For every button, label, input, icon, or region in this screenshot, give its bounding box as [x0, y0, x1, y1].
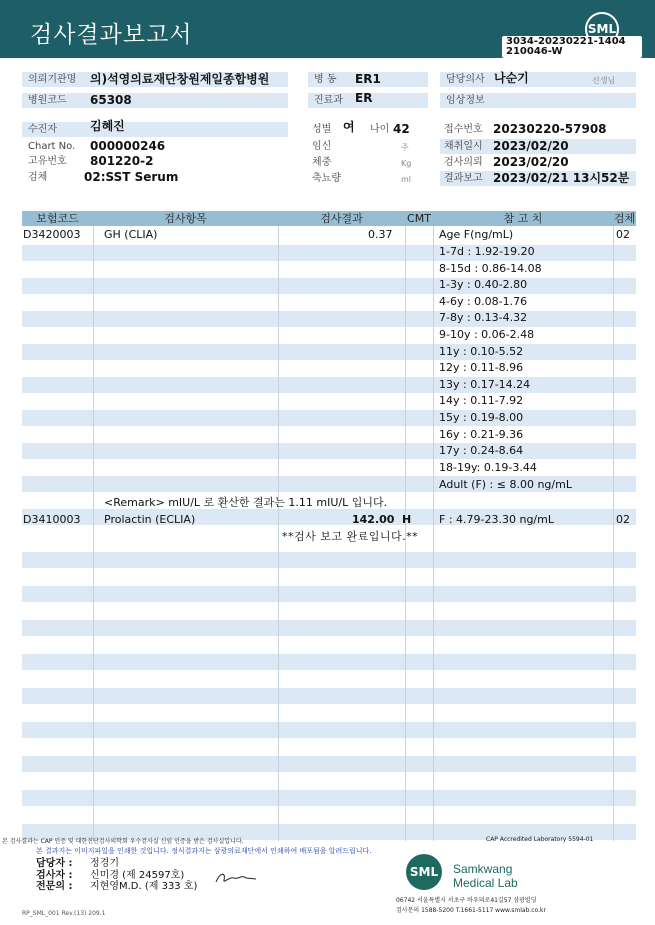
row1-ref: 13y : 0.17-14.24: [439, 378, 531, 391]
stripe: [22, 654, 636, 670]
stripe: [22, 278, 636, 294]
row2-specimen: 02: [616, 513, 630, 526]
report-label: 결과보고: [444, 173, 483, 184]
col-header-item: 검사항목: [164, 212, 207, 225]
lab-name-line2: Medical Lab: [453, 876, 518, 890]
unique-no-value: 801220-2: [90, 154, 154, 168]
doc-number-line1: 3034-20230221-1404: [506, 36, 626, 47]
stripe: [22, 722, 636, 738]
req-org-value: 의)석영의료재단창원제일종합병원: [90, 72, 270, 86]
image-print-note: 본 결과지는 이미지파일을 인쇄한 것입니다. 정식결과지는 삼광의료재단에서 인쇄하여 배포됨을 알려드립니다.: [36, 847, 372, 855]
urine-label: 축뇨량: [312, 173, 341, 184]
signature-image: [212, 868, 258, 888]
hosp-code-value: 65308: [90, 93, 132, 107]
row1-ref: 9-10y : 0.06-2.48: [439, 328, 535, 341]
collect-label: 채취일시: [444, 141, 483, 152]
stripe: [22, 311, 636, 327]
dept-value: ER: [355, 91, 373, 105]
stripe: [22, 344, 636, 360]
form-code: RP_SML_001 Rev.(13) 209.1: [22, 910, 106, 917]
accreditation-note: 본 검사결과는 CAP 인증 및 대한진단검사의학회 우수검사실 신임 인증을 받은 검사실입니다.: [2, 838, 244, 845]
stripe: [22, 586, 636, 602]
cap-text: CAP Accredited Laboratory 5594-01: [486, 836, 594, 843]
row2-code: D3410003: [23, 513, 81, 526]
doc-number-line2: 210046-W: [506, 46, 563, 57]
pregnancy-unit: 주: [401, 143, 409, 152]
req-org-label: 의뢰기관명: [22, 72, 84, 87]
end-note: **검사 보고 완료입니다.**: [282, 530, 419, 543]
stripe: [22, 790, 636, 806]
row1-ref: 4-6y : 0.08-1.76: [439, 295, 528, 308]
patient-name: 김혜진: [90, 119, 125, 133]
specialist-value: 지현영M.D. (제 333 호): [90, 881, 198, 892]
collect-value: 2023/02/20: [493, 139, 569, 153]
column-divider: [613, 211, 614, 841]
lab-address: 06742 서울특별시 서초구 바우뫼로41길57 삼광빌딩: [396, 897, 537, 904]
receipt-value: 20230220-57908: [493, 122, 607, 136]
stripe: [22, 443, 636, 459]
sex-value: 여: [343, 120, 355, 134]
sex-label: 성별: [312, 124, 332, 135]
col-header-specimen: 검체: [613, 212, 636, 225]
row2-ref: F : 4.79-23.30 ng/mL: [439, 513, 554, 526]
row1-ref: 11y : 0.10-5.52: [439, 345, 524, 358]
row1-result: 0.37: [368, 228, 393, 241]
urine-unit: ml: [401, 175, 412, 184]
weight-unit: Kg: [401, 159, 412, 168]
row1-ref: 16y : 0.21-9.36: [439, 428, 524, 441]
row2-result: 142.00: [352, 513, 395, 526]
chart-no-value: 000000246: [90, 139, 166, 153]
hosp-code-label: 병원코드: [22, 93, 84, 108]
stripe: [22, 756, 636, 772]
inspector-value: 신미경 (제 24597호): [90, 870, 185, 881]
lab-phone: 검사문의 1588-5200 T.1661-5117 www.smlab.co.kr: [396, 907, 546, 914]
row1-ref: 17y : 0.24-8.64: [439, 444, 524, 457]
row2-flag: H: [402, 513, 412, 526]
row1-code: D3420003: [23, 228, 81, 241]
column-divider: [433, 211, 434, 841]
stripe: [22, 688, 636, 704]
dept-label: 진료과: [308, 93, 352, 108]
stripe: [22, 620, 636, 636]
row1-ref: Age F(ng/mL): [439, 228, 514, 241]
stripe: [22, 245, 636, 261]
row1-item: GH (CLIA): [104, 228, 158, 241]
ward-label: 병 동: [308, 72, 352, 87]
age-label: 나이: [370, 124, 390, 135]
row1-ref: 12y : 0.11-8.96: [439, 361, 524, 374]
doctor-suffix: 선생님: [592, 76, 616, 85]
lab-name-line1: Samkwang: [453, 862, 513, 876]
row1-ref: 15y : 0.19-8.00: [439, 411, 524, 424]
col-header-result: 검사결과: [320, 212, 363, 225]
lab-logo-icon: SML: [406, 854, 442, 890]
inspector-label: 검사자 :: [36, 870, 73, 881]
specimen-label: 검체: [28, 172, 48, 183]
report-value: 2023/02/21 13시52분: [493, 171, 630, 185]
sml-logo: SML: [585, 12, 619, 46]
weight-label: 체중: [312, 157, 332, 168]
doctor-label: 담당의사: [440, 72, 490, 87]
specialist-label: 전문의 :: [36, 881, 73, 892]
specimen-value: 02:SST Serum: [84, 170, 179, 184]
row1-specimen: 02: [616, 228, 630, 241]
person-label: 담당자 :: [36, 858, 73, 869]
row1-ref: 8-15d : 0.86-14.08: [439, 262, 542, 275]
column-divider: [93, 211, 94, 841]
unique-no-label: 고유번호: [28, 156, 67, 167]
pregnancy-label: 임신: [312, 141, 332, 152]
stripe: [22, 410, 636, 426]
doc-number-box: [502, 36, 642, 58]
col-header-code: 보험코드: [36, 212, 79, 225]
clinical-info-label: 임상정보: [440, 93, 636, 108]
age-value: 42: [393, 122, 410, 136]
patient-label: 수진자: [22, 122, 84, 137]
remark-text: <Remark> mIU/L 로 환산한 결과는 1.11 mIU/L 입니다.: [104, 496, 388, 509]
column-divider: [278, 211, 279, 841]
col-header-reference: 참 고 치: [503, 212, 543, 225]
row1-ref: Adult (F) : ≤ 8.00 ng/mL: [439, 478, 572, 491]
chart-no-label: Chart No.: [28, 141, 76, 152]
request-value: 2023/02/20: [493, 155, 569, 169]
row1-ref: 14y : 0.11-7.92: [439, 394, 524, 407]
report-title: 검사결과보고서: [30, 22, 193, 48]
row2-item: Prolactin (ECLIA): [104, 513, 196, 526]
stripe: [22, 377, 636, 393]
row1-ref: 18-19y: 0.19-3.44: [439, 461, 537, 474]
doctor-value: 나순기: [494, 71, 529, 85]
receipt-label: 접수번호: [444, 124, 483, 135]
row1-ref: 7-8y : 0.13-4.32: [439, 311, 528, 324]
col-header-cmt: CMT: [407, 212, 431, 225]
row1-ref: 1-7d : 1.92-19.20: [439, 245, 535, 258]
request-label: 검사의뢰: [444, 157, 483, 168]
person-value: 정경기: [90, 858, 119, 869]
stripe: [22, 552, 636, 568]
row1-ref: 1-3y : 0.40-2.80: [439, 278, 528, 291]
ward-value: ER1: [355, 72, 381, 86]
